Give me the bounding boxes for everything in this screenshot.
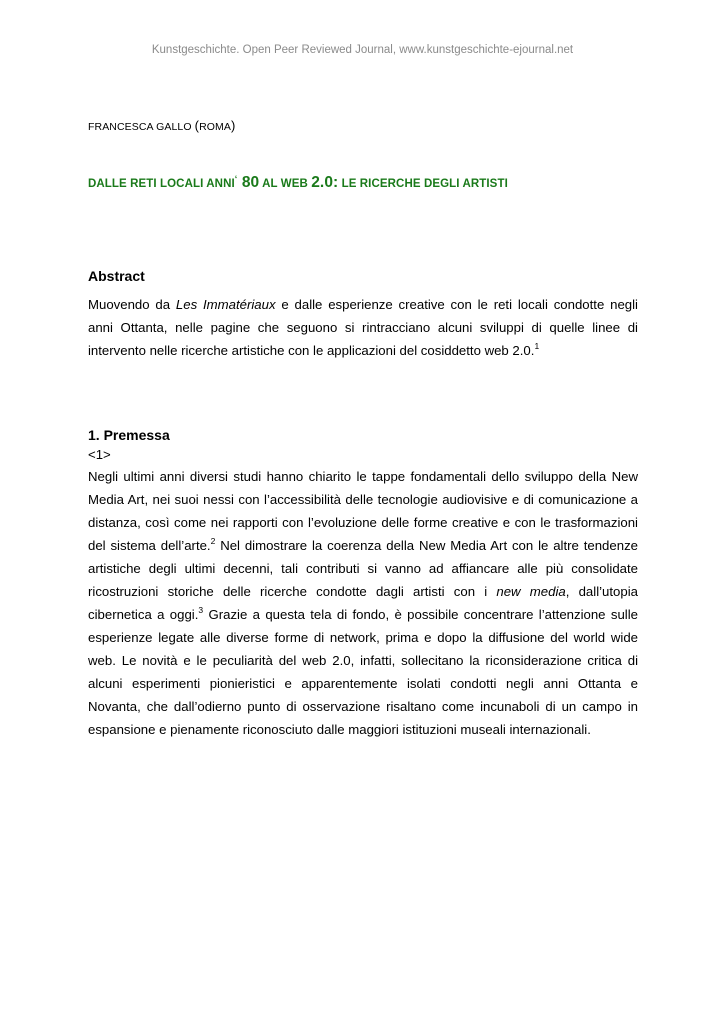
title-part-3: LE RICERCHE DEGLI ARTISTI [338,178,508,190]
premessa-line-1: Negli ultimi anni diversi studi hanno chiarito le tappe fondamentali dello sviluppo della New [88,469,638,484]
premessa-line-4-b: Nel dimostrare la coerenza della New Media Art con le altre tendenze [215,538,638,553]
abstract-line-3-text: intervento nelle ricerche artistiche con le applicazioni del cosiddetto web 2.0. [88,343,535,358]
abstract-line-1-b: e dalle esperienze creative con le reti locali condotte negli [275,297,638,312]
premessa-line-8: esperienze legate alle diverse forme di network, prima e dopo la diffusione del world wide [88,630,638,645]
premessa-line-6-b: , dall’utopia [565,584,638,599]
premessa-line-6-a: ricostruzioni storiche delle ricerche condotte dagli artisti con i [88,584,497,599]
footnote-ref-2[interactable]: 2 [210,536,216,546]
premessa-line-9: web. Le novità e le peculiarità del web 2.0, infatti, sollecitano la riconsiderazione critica di [88,653,638,668]
title-number-80: 80 [237,174,260,191]
author-close-paren: ) [231,118,236,133]
abstract-line-3 [88,339,638,362]
premessa-line-3: distanza, così come nei rapporti con l’evoluzione delle forme creative e con le trasformazioni [88,515,638,530]
new-media-term: new media [496,584,566,599]
abstract-heading: Abstract [88,268,145,284]
premessa-line-11: Novanta, che dall’odierno punto di osservazione risaltano come incunaboli di un campo in [88,699,638,714]
author-city: ROMA [199,121,231,133]
premessa-line-2: Media Art, nei suoi nessi con l’accessibilità delle tecnologie audiovisive e di comunicazione a [88,492,638,507]
premessa-line-12: espansione e pienamente riconosciuto dalle maggiori istituzioni museali internazionali. [88,722,591,737]
title-apostrophe: ‘ [234,174,238,185]
premessa-line-4-a: del sistema dell’arte. [88,538,211,553]
premessa-body [88,465,638,741]
premessa-line-4 [88,534,638,557]
article-title [88,174,648,192]
premessa-line-5: artistiche degli ultimi decenni, tali contributi si vanno ad affiancare alle più consolidate [88,561,638,576]
premessa-line-7-b: Grazie a questa tela di fondo, è possibile concentrare l’attenzione sulle [203,607,638,622]
abstract-line-1 [88,293,638,316]
section-heading-premessa: 1. Premessa [88,427,170,443]
author-open-paren: ( [194,118,200,133]
paragraph-marker: <1> [88,447,111,462]
footnote-ref-1[interactable]: 1 [534,341,540,351]
abstract-line-1-a: Muovendo da [88,297,176,312]
title-part-2: AL WEB [259,178,312,190]
abstract-body [88,293,638,362]
premessa-line-10: alcuni esperimenti pionieristici e apparentemente isolati condotti negli anni Ottanta e [88,676,638,691]
title-number-20: 2.0: [311,174,339,191]
abstract-line-2: anni Ottanta, nelle pagine che seguono si rintracciano alcuni sviluppi di quelle linee di [88,320,638,335]
author-line [88,118,235,133]
author-name: FRANCESCA GALLO [88,121,192,133]
abstract-title-reference: Les Immatériaux [175,297,276,312]
running-header: Kunstgeschichte. Open Peer Reviewed Journal, www.kunstgeschichte-ejournal.net [151,44,574,56]
footnote-ref-3[interactable]: 3 [198,605,204,615]
premessa-line-6 [88,580,638,603]
premessa-line-7-a: cibernetica a oggi. [88,607,199,622]
premessa-line-7 [88,603,638,626]
title-part-1: DALLE RETI LOCALI ANNI [88,178,235,190]
